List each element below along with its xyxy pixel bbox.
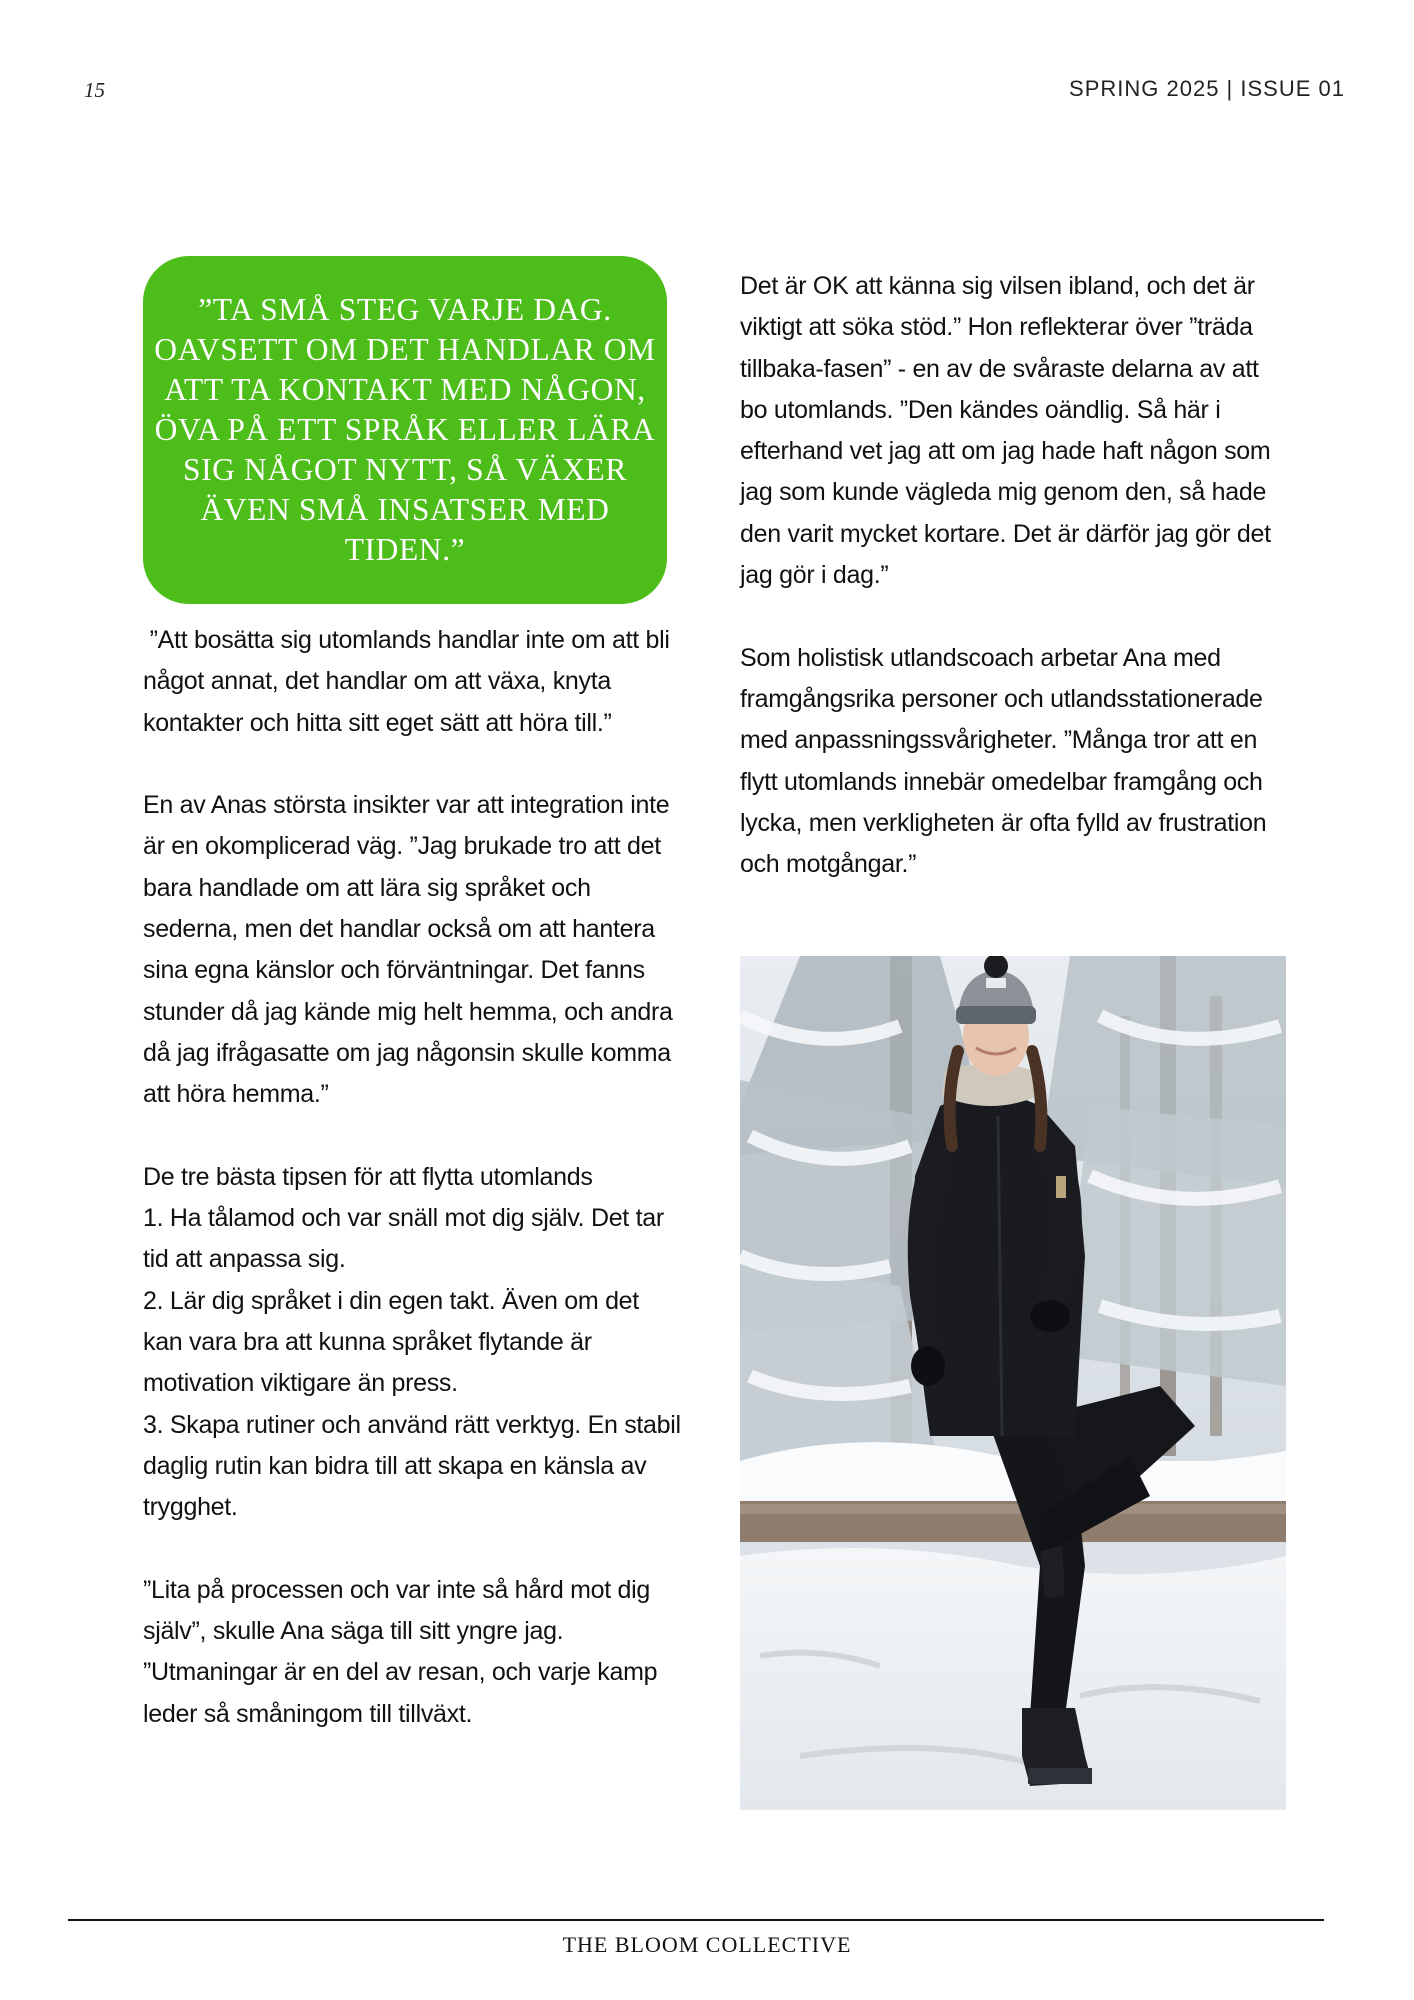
tip-item: 3. Skapa rutiner och använd rätt verktyg. En stabil daglig rutin kan bidra till att skapa en känsla av trygghet. — [143, 1410, 681, 1522]
tip-item: 1. Ha tålamod och var snäll mot dig själv. Det tar tid att anpassa sig. — [143, 1204, 664, 1274]
reflection-paragraph: Det är OK att känna sig vilsen ibland, och det är viktigt att söka stöd.” Hon reflekterar över ”träda tillbaka-fasen” - en av de svåraste delarna av att bo utomlands. ”Den kändes oändlig. Så här i efterhand vet jag att om jag hade haft någon som jag som kunde vägleda mig genom den, så hade den varit mycket kortare. Det är därför jag gör det jag gör i dag.” — [740, 272, 1271, 590]
footer-rule — [68, 1919, 1324, 1921]
left-column — [143, 620, 683, 1735]
tips-heading: De tre bästa tipsen för att flytta utomlands — [143, 1162, 593, 1191]
page-number: 15 — [84, 78, 105, 102]
pull-quote-text: ”TA SMÅ STEG VARJE DAG. OAVSETT OM DET HANDLAR OM ATT TA KONTAKT MED NÅGON, ÖVA PÅ ETT SPRÅK ELLER LÄRA SIG NÅGOT NYTT, SÅ VÄXER ÄVEN SMÅ INSATSER MED TIDEN.” — [154, 292, 656, 567]
insight-paragraph: En av Anas största insikter var att integration inte är en okomplicerad väg. ”Jag brukade tro att det bara handlade om att lära sig språket och sederna, men det handlar också om att hantera sina egna känslor och förväntningar. Det fanns stunder då jag kände mig helt hemma, och andra då jag ifrågasatte om jag någonsin skulle komma att höra hemma.” — [143, 791, 673, 1109]
issue-label: SPRING 2025 | ISSUE 01 — [1069, 76, 1345, 101]
tip-item: 2. Lär dig språket i din egen takt. Även om det kan vara bra att kunna språket flytande är motivation viktigare än press. — [143, 1286, 639, 1398]
closing-paragraph: ”Lita på processen och var inte så hård mot dig själv”, skulle Ana säga till sitt yngre jag. ”Utmaningar är en del av resan, och varje kamp leder så småningom till tillväxt. — [143, 1575, 658, 1728]
coach-paragraph: Som holistisk utlandscoach arbetar Ana med framgångsrika personer och utlandsstationerade med anpassningssvårigheter. ”Många tror att en flytt utomlands innebär omedelbar framgång och lycka, men verkligheten är ofta fylld av frustration och motgångar.” — [740, 643, 1267, 879]
right-column — [740, 266, 1288, 885]
tips-list — [143, 1157, 683, 1529]
intro-quote-paragraph: ”Att bosätta sig utomlands handlar inte om att bli något annat, det handlar om att växa, knyta kontakter och hitta sitt eget sätt att höra till.” — [143, 626, 677, 737]
pull-quote-box — [143, 256, 667, 604]
footer-title: THE BLOOM COLLECTIVE — [562, 1932, 852, 1957]
portrait-photo — [740, 956, 1286, 1810]
